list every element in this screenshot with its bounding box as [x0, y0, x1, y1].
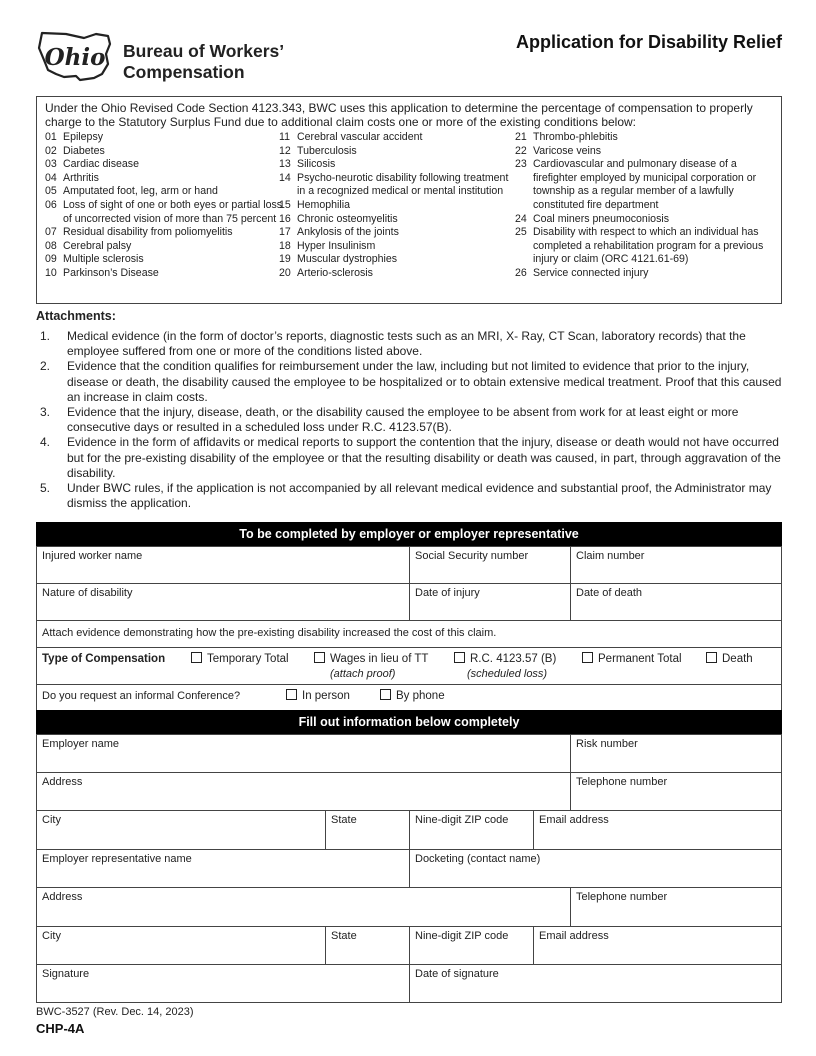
- wages-in-lieu-checkbox[interactable]: [314, 652, 325, 663]
- item-text: Cardiac disease: [63, 158, 139, 171]
- item-number: 14: [279, 171, 291, 184]
- header: [36, 30, 782, 86]
- condition-item: [45, 185, 285, 199]
- item-number: 5.: [40, 481, 51, 496]
- item-text: Cerebral vascular accident: [297, 131, 423, 143]
- item-text: Tuberculosis: [297, 144, 357, 157]
- date-of-death-label: Date of death: [576, 587, 643, 599]
- ohio-logo: [36, 30, 114, 82]
- conditions-col-1: [45, 131, 285, 281]
- item-text: Parkinson’s Disease: [63, 266, 159, 279]
- attachment-item: [40, 405, 785, 435]
- injured-worker-name-label: Injured worker name: [42, 550, 143, 562]
- org-line-2: Compensation: [123, 62, 245, 82]
- item-number: 05: [45, 185, 57, 198]
- logo-text: Ohio: [44, 44, 106, 71]
- nature-of-disability-label: Nature of disability: [42, 587, 133, 599]
- item-number: 18: [279, 239, 291, 252]
- attachment-item: [40, 481, 785, 511]
- conditions-box: [36, 96, 782, 304]
- condition-item: [515, 145, 780, 159]
- item-text: Diabetes: [63, 144, 105, 157]
- in-person-label: In person: [302, 690, 350, 702]
- item-number: 26: [515, 266, 527, 279]
- organization-name: [123, 41, 284, 83]
- item-text: Ankylosis of the joints: [297, 226, 399, 239]
- permanent-total-label: Permanent Total: [598, 653, 682, 665]
- risk-number-field[interactable]: [570, 734, 782, 773]
- item-text: Service connected injury: [533, 266, 649, 279]
- employer-rep-name-field[interactable]: [36, 849, 410, 888]
- condition-item: [45, 253, 285, 267]
- ssn-field[interactable]: [409, 546, 571, 584]
- permanent-total-option[interactable]: [582, 652, 682, 665]
- rc-4123-57b-option[interactable]: [454, 652, 556, 665]
- form-id: BWC-3527 (Rev. Dec. 14, 2023): [36, 1006, 194, 1018]
- condition-item: [279, 172, 509, 199]
- rep-city-field[interactable]: [36, 926, 326, 965]
- section-fill-out-bar: Fill out information below completely: [36, 710, 782, 735]
- date-of-signature-label: Date of signature: [415, 968, 499, 980]
- item-number: 3.: [40, 405, 51, 420]
- rep-email-label: Email address: [539, 930, 609, 942]
- conditions-col-3: [515, 131, 780, 281]
- date-of-injury-field[interactable]: [409, 583, 571, 621]
- item-number: 4.: [40, 435, 51, 450]
- condition-item: [515, 267, 780, 281]
- employer-telephone-label: Telephone number: [576, 776, 668, 788]
- employer-address-label: Address: [42, 776, 83, 788]
- docketing-label: Docketing (contact name): [415, 853, 541, 865]
- condition-item: [45, 158, 285, 172]
- conditions-intro: Under the Ohio Revised Code Section 4123.343, BWC uses this application to determine the percentage of compensation to properly charge to the Statutory Surplus Fund due to additional claim costs one or more of the existing conditions below:: [45, 101, 753, 129]
- temporary-total-label: Temporary Total: [207, 653, 289, 665]
- condition-item: [45, 199, 285, 226]
- in-person-checkbox[interactable]: [286, 689, 297, 700]
- item-number: 13: [279, 158, 291, 171]
- item-number: 17: [279, 226, 291, 239]
- wages-in-lieu-note: (attach proof): [330, 668, 396, 680]
- item-number: 19: [279, 253, 291, 266]
- attachment-item: [40, 435, 785, 481]
- condition-item: [279, 213, 509, 227]
- item-number: 22: [515, 144, 527, 157]
- by-phone-option[interactable]: [380, 689, 445, 702]
- item-number: 08: [45, 239, 57, 252]
- item-text: Hemophilia: [297, 198, 350, 211]
- attach-evidence-row: [36, 620, 782, 648]
- attachment-item: [40, 329, 785, 359]
- item-number: 01: [45, 131, 57, 143]
- death-checkbox[interactable]: [706, 652, 717, 663]
- rep-zip-label: Nine-digit ZIP code: [415, 930, 509, 942]
- item-text: Arterio-sclerosis: [297, 266, 373, 279]
- claim-number-field[interactable]: [570, 546, 782, 584]
- item-text: Thrombo-phlebitis: [533, 131, 618, 143]
- form-code: CHP-4A: [36, 1021, 85, 1036]
- rc-4123-57b-note: (scheduled loss): [467, 668, 548, 680]
- employer-zip-label: Nine-digit ZIP code: [415, 814, 509, 826]
- wages-in-lieu-label: Wages in lieu of TT: [330, 653, 429, 665]
- date-of-death-field[interactable]: [570, 583, 782, 621]
- item-number: 20: [279, 266, 291, 279]
- condition-item: [45, 145, 285, 159]
- in-person-option[interactable]: [286, 689, 350, 702]
- employer-email-field[interactable]: [533, 810, 782, 850]
- condition-item: [45, 226, 285, 240]
- item-text: Arthritis: [63, 171, 99, 184]
- item-number: 09: [45, 253, 57, 266]
- rep-address-label: Address: [42, 891, 83, 903]
- item-number: 2.: [40, 359, 51, 374]
- item-text: Loss of sight of one or both eyes or partial loss of uncorrected vision of more than 75 percent: [63, 198, 283, 225]
- item-text: Evidence that the condition qualifies for reimbursement under the law, including but not limited to evidence that prior to the injury, disease or death, the disability caused the employee to be hospitalized or to obtain extensive medical treatment. Proof that this caused an increase in claim costs.: [67, 359, 782, 404]
- employer-state-label: State: [331, 814, 357, 826]
- item-text: Varicose veins: [533, 144, 602, 157]
- employer-name-field[interactable]: [36, 734, 571, 773]
- condition-item: [515, 226, 780, 267]
- item-number: 25: [515, 226, 527, 239]
- rc-4123-57b-label: R.C. 4123.57 (B): [470, 653, 557, 665]
- condition-item: [45, 240, 285, 254]
- employer-email-label: Email address: [539, 814, 609, 826]
- employer-city-field[interactable]: [36, 810, 326, 850]
- condition-item: [279, 267, 509, 281]
- condition-item: [45, 267, 285, 281]
- rep-state-field[interactable]: [325, 926, 410, 965]
- injured-worker-name-field[interactable]: [36, 546, 410, 584]
- item-text: Psycho-neurotic disability following treatment in a recognized medical or mental institution: [297, 171, 509, 198]
- item-text: Epilepsy: [63, 131, 104, 143]
- condition-item: [279, 131, 509, 145]
- type-of-compensation-label: Type of Compensation: [42, 653, 166, 665]
- condition-item: [279, 199, 509, 213]
- rep-address-field[interactable]: [36, 887, 571, 927]
- conditions-col-2: [279, 131, 509, 281]
- employer-rep-name-label: Employer representative name: [42, 853, 192, 865]
- item-text: Evidence that the injury, disease, death, or the disability caused the employee to be absent from work for at least eight or more consecutive days or resulted in a scheduled loss under R.C. 4123.57(B).: [67, 405, 739, 435]
- form-title: Application for Disability Relief: [515, 32, 782, 52]
- org-line-1: Bureau of Workers’: [123, 41, 285, 61]
- item-number: 24: [515, 212, 527, 225]
- item-text: Multiple sclerosis: [63, 253, 144, 266]
- item-text: Amputated foot, leg, arm or hand: [63, 185, 218, 198]
- rep-telephone-label: Telephone number: [576, 891, 668, 903]
- item-text: Evidence in the form of affidavits or medical reports to support the contention that the injury, disease or death would not have occurred but for the pre-existing disability of the employee or that the resulting disability or death was caused, in part, through aggravation of the disability.: [67, 435, 781, 480]
- item-number: 11: [279, 131, 290, 143]
- attachment-item: [40, 359, 785, 405]
- docketing-field[interactable]: [409, 849, 782, 888]
- condition-item: [515, 158, 780, 212]
- by-phone-checkbox[interactable]: [380, 689, 391, 700]
- death-option[interactable]: [706, 652, 753, 665]
- condition-item: [279, 226, 509, 240]
- permanent-total-checkbox[interactable]: [582, 652, 593, 663]
- item-number: 07: [45, 226, 57, 239]
- date-of-signature-field[interactable]: [409, 964, 782, 1003]
- employer-zip-field[interactable]: [409, 810, 534, 850]
- temporary-total-option[interactable]: [191, 652, 289, 665]
- item-number: 21: [515, 131, 527, 143]
- condition-item: [279, 158, 509, 172]
- item-number: 04: [45, 171, 57, 184]
- item-text: Coal miners pneumoconiosis: [533, 212, 670, 225]
- employer-telephone-field[interactable]: [570, 772, 782, 811]
- employer-state-field[interactable]: [325, 810, 410, 850]
- item-text: Chronic osteomyelitis: [297, 212, 398, 225]
- item-number: 10: [45, 266, 57, 279]
- item-text: Cerebral palsy: [63, 239, 132, 252]
- item-text: Muscular dystrophies: [297, 253, 398, 266]
- claim-number-label: Claim number: [576, 550, 645, 562]
- item-number: 03: [45, 158, 57, 171]
- item-number: 15: [279, 198, 291, 211]
- rep-zip-field[interactable]: [409, 926, 534, 965]
- risk-number-label: Risk number: [576, 738, 638, 750]
- rc-4123-57b-checkbox[interactable]: [454, 652, 465, 663]
- item-number: 12: [279, 144, 291, 157]
- item-number: 06: [45, 198, 57, 211]
- employer-city-label: City: [42, 814, 61, 826]
- condition-item: [279, 240, 509, 254]
- section-employer-bar: To be completed by employer or employer representative: [36, 522, 782, 547]
- conference-question: Do you request an informal Conference?: [42, 690, 241, 702]
- item-text: Residual disability from poliomyelitis: [63, 226, 233, 239]
- by-phone-label: By phone: [396, 690, 445, 702]
- wages-in-lieu-option[interactable]: [314, 652, 428, 665]
- ssn-label: Social Security number: [415, 550, 529, 562]
- employer-name-label: Employer name: [42, 738, 120, 750]
- item-text: Disability with respect to which an individual has completed a rehabilitation program for a previous injury or claim (ORC 4121.61-69): [533, 226, 764, 266]
- attachments-list: [40, 329, 785, 511]
- attachments-heading: Attachments:: [36, 309, 116, 323]
- item-text: Medical evidence (in the form of doctor’s reports, diagnostic tests such as an MRI, X- Ray, CT Scan, laboratory records) that the employee suffered from one or more of the conditions listed above.: [67, 329, 746, 359]
- nature-of-disability-field[interactable]: [36, 583, 410, 621]
- item-text: Under BWC rules, if the application is not accompanied by all relevant medical evidence and substantial proof, the Administrator may dismiss the application.: [67, 481, 772, 511]
- item-number: 23: [515, 158, 527, 171]
- item-text: Silicosis: [297, 158, 336, 171]
- item-number: 02: [45, 144, 57, 157]
- signature-field[interactable]: [36, 964, 410, 1003]
- signature-label: Signature: [42, 968, 90, 980]
- attach-evidence-text: Attach evidence demonstrating how the pre-existing disability increased the cost of this claim.: [42, 627, 497, 639]
- condition-item: [279, 145, 509, 159]
- item-number: 1.: [40, 329, 51, 343]
- condition-item: [45, 131, 285, 145]
- condition-item: [515, 213, 780, 227]
- condition-item: [279, 253, 509, 267]
- death-label: Death: [722, 653, 753, 665]
- rep-telephone-field[interactable]: [570, 887, 782, 927]
- date-of-injury-label: Date of injury: [415, 587, 480, 599]
- item-number: 16: [279, 212, 291, 225]
- rep-city-label: City: [42, 930, 61, 942]
- employer-address-field[interactable]: [36, 772, 571, 811]
- temporary-total-checkbox[interactable]: [191, 652, 202, 663]
- rep-state-label: State: [331, 930, 357, 942]
- condition-item: [515, 131, 780, 145]
- condition-item: [45, 172, 285, 186]
- rep-email-field[interactable]: [533, 926, 782, 965]
- item-text: Cardiovascular and pulmonary disease of a firefighter employed by municipal corporation or township as a regular member of a lawfully constituted fire department: [533, 158, 757, 211]
- item-text: Hyper Insulinism: [297, 239, 376, 252]
